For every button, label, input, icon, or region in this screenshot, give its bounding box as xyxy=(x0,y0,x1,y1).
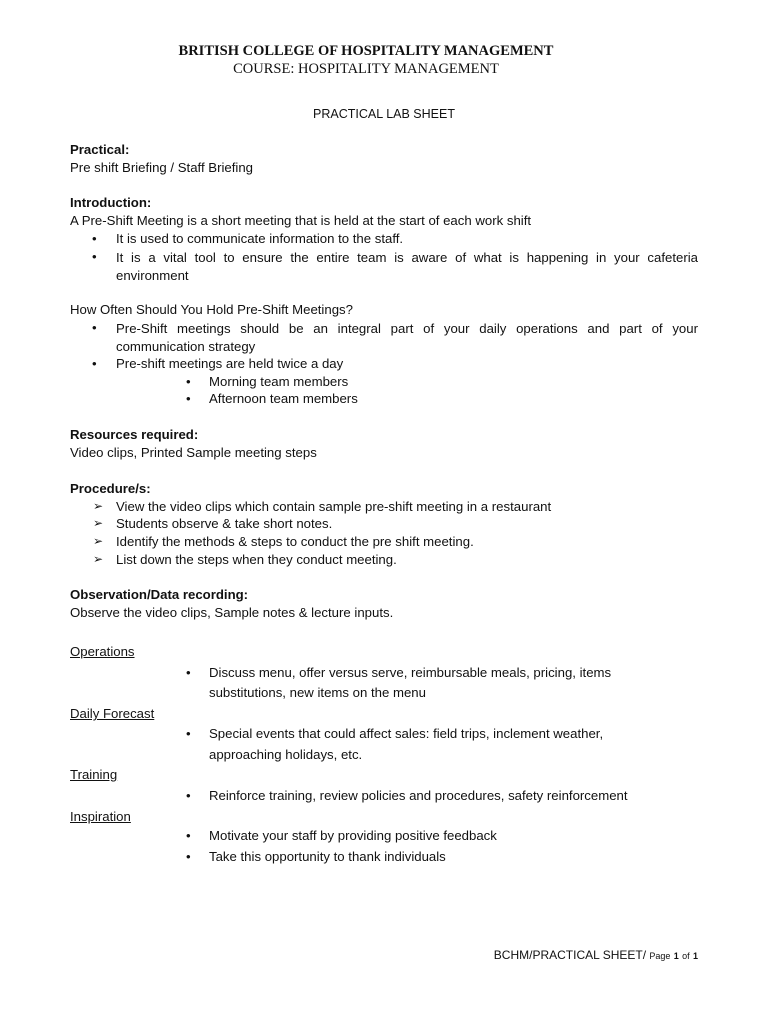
bullet-icon: • xyxy=(92,231,97,246)
bullet-icon: • xyxy=(92,320,97,335)
practical-text: Pre shift Briefing / Staff Briefing xyxy=(70,160,254,175)
bullet-icon: • xyxy=(186,374,191,389)
observation-text: Observe the video clips, Sample notes & lecture inputs. xyxy=(70,605,394,620)
intro-bullet-2: It is a vital tool to ensure the entire team is aware of what is happening in your cafeteria environment xyxy=(116,250,698,283)
topic-label-training: Training xyxy=(70,767,118,782)
resources-text: Video clips, Printed Sample meeting steps xyxy=(70,445,317,460)
course-title: COURSE: HOSPITALITY MANAGEMENT xyxy=(233,61,499,77)
practical-heading: Practical: xyxy=(70,142,130,157)
arrow-bullet-icon: ➢ xyxy=(93,552,104,566)
frequency-bullet-1: Pre-Shift meetings should be an integral part of your daily operations and part of your communication strategy xyxy=(116,321,698,354)
bullet-icon: • xyxy=(186,828,191,843)
footer-code: BCHM/PRACTICAL SHEET/ xyxy=(493,948,647,962)
topic-item: approaching holidays, etc. xyxy=(209,747,363,762)
shift-afternoon: Afternoon team members xyxy=(209,391,358,406)
introduction-text: A Pre-Shift Meeting is a short meeting that is held at the start of each work shift xyxy=(70,213,532,228)
bullet-icon: • xyxy=(186,726,191,741)
topic-item: Motivate your staff by providing positive feedback xyxy=(209,828,497,843)
footer-page-number: 1 xyxy=(673,951,679,961)
frequency-question: How Often Should You Hold Pre-Shift Meetings? xyxy=(70,302,353,317)
sheet-title: PRACTICAL LAB SHEET xyxy=(313,107,455,121)
topic-label-operations: Operations xyxy=(70,644,135,659)
bullet-icon: • xyxy=(92,356,97,371)
procedure-step-3: Identify the methods & steps to conduct the pre shift meeting. xyxy=(116,534,474,549)
observation-heading: Observation/Data recording: xyxy=(70,587,249,602)
page-footer xyxy=(494,948,698,962)
arrow-bullet-icon: ➢ xyxy=(93,516,104,530)
institution-title: BRITISH COLLEGE OF HOSPITALITY MANAGEMENT xyxy=(178,43,554,59)
topic-label-daily-forecast: Daily Forecast xyxy=(70,706,155,721)
procedure-step-1: View the video clips which contain sample pre-shift meeting in a restaurant xyxy=(116,499,552,514)
resources-heading: Resources required: xyxy=(70,427,199,442)
procedure-step-2: Students observe & take short notes. xyxy=(116,516,333,531)
arrow-bullet-icon: ➢ xyxy=(93,534,104,548)
bullet-icon: • xyxy=(186,849,191,864)
procedure-step-4: List down the steps when they conduct meeting. xyxy=(116,552,397,567)
bullet-icon: • xyxy=(186,788,191,803)
bullet-icon: • xyxy=(186,665,191,680)
topic-item: Reinforce training, review policies and procedures, safety reinforcement xyxy=(209,788,628,803)
footer-page-total: 1 xyxy=(692,951,698,961)
topic-item: Discuss menu, offer versus serve, reimbursable meals, pricing, items xyxy=(209,665,612,680)
frequency-bullet-2: Pre-shift meetings are held twice a day xyxy=(116,356,344,371)
introduction-heading: Introduction: xyxy=(70,195,152,210)
topic-item: Take this opportunity to thank individuals xyxy=(209,849,446,864)
footer-page-word: Page xyxy=(649,951,671,961)
topic-label-inspiration: Inspiration xyxy=(70,809,131,824)
procedure-heading: Procedure/s: xyxy=(70,481,151,496)
shift-morning: Morning team members xyxy=(209,374,349,389)
footer-of-word: of xyxy=(682,951,690,961)
topic-item: substitutions, new items on the menu xyxy=(209,685,426,700)
topic-item: Special events that could affect sales: field trips, inclement weather, xyxy=(209,726,604,741)
intro-bullet-1: It is used to communicate information to the staff. xyxy=(116,231,404,246)
bullet-icon: • xyxy=(92,249,97,264)
arrow-bullet-icon: ➢ xyxy=(93,499,104,513)
bullet-icon: • xyxy=(186,391,191,406)
